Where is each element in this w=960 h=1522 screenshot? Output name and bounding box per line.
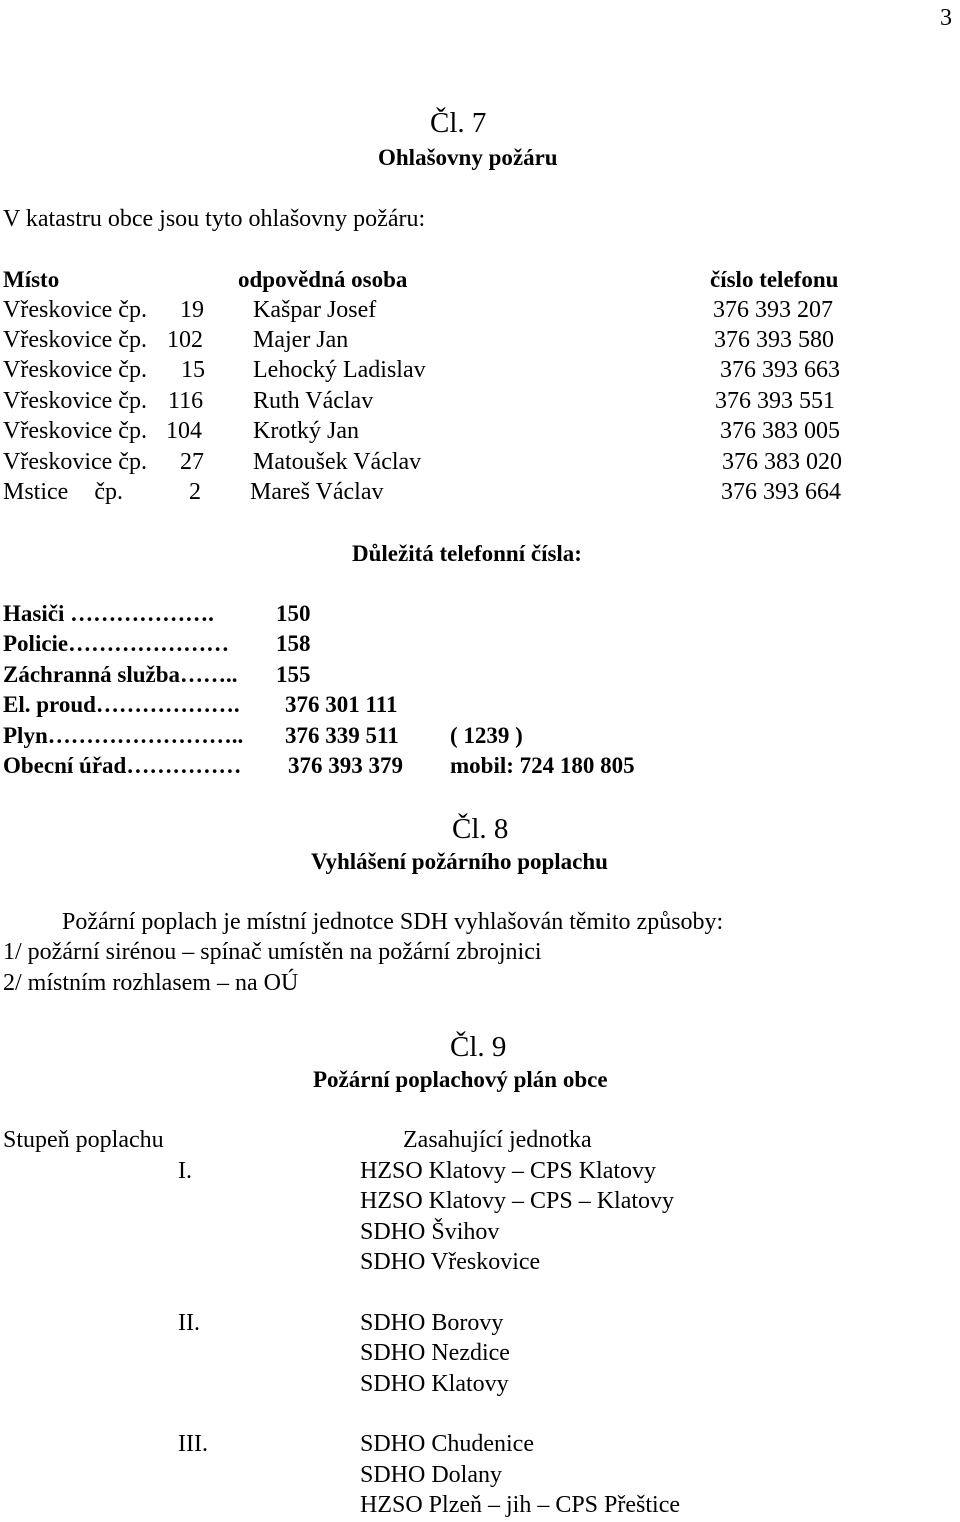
unit-item: SDHO Borovy — [360, 1310, 504, 1336]
header-unit: Zasahující jednotka — [403, 1127, 592, 1153]
row-person: Majer Jan — [253, 327, 349, 353]
row-person: Krotký Jan — [253, 418, 359, 444]
row-person: Mareš Václav — [250, 479, 384, 505]
important-label: Záchranná služba…….. — [3, 662, 238, 687]
article-8-heading: Čl. 8 — [452, 813, 509, 845]
row-place: Vřeskovice čp. — [3, 357, 147, 383]
unit-item: HZSO Klatovy – CPS Klatovy — [360, 1158, 657, 1184]
row-place: Vřeskovice čp. — [3, 418, 147, 444]
row-phone: 376 383 020 — [722, 449, 842, 475]
row-place: Vřeskovice čp. — [3, 449, 147, 475]
row-person: Kašpar Josef — [253, 297, 377, 323]
unit-item: SDHO Klatovy — [360, 1371, 509, 1397]
row-place: Vřeskovice čp. — [3, 297, 147, 323]
unit-item: SDHO Vřeskovice — [360, 1249, 541, 1275]
row-cp: 27 — [180, 449, 204, 475]
important-number: 376 301 111 — [285, 692, 398, 717]
important-number: 158 — [276, 631, 311, 656]
row-person: Lehocký Ladislav — [253, 357, 426, 383]
important-number: 150 — [276, 601, 311, 626]
important-label: Policie………………… — [3, 631, 230, 656]
row-phone: 376 383 005 — [720, 418, 840, 444]
important-label: El. proud………………. — [3, 692, 240, 717]
stage-label: I. — [178, 1158, 192, 1184]
row-phone: 376 393 580 — [714, 327, 834, 353]
stage-label: III. — [178, 1431, 208, 1457]
important-label: Hasiči ………………. — [3, 601, 214, 626]
unit-item: SDHO Nezdice — [360, 1340, 510, 1366]
row-cp: 19 — [180, 297, 204, 323]
unit-item: SDHO Švihov — [360, 1219, 500, 1245]
row-cp: 15 — [181, 357, 205, 383]
row-person: Matoušek Václav — [253, 449, 422, 475]
header-phone: číslo telefonu — [710, 267, 839, 292]
important-extra: ( 1239 ) — [450, 723, 523, 748]
row-phone: 376 393 551 — [715, 388, 835, 414]
unit-item: HZSO Klatovy – CPS – Klatovy — [360, 1188, 675, 1214]
header-stage: Stupeň poplachu — [3, 1127, 164, 1153]
unit-item: SDHO Chudenice — [360, 1431, 534, 1457]
article-8-title: Vyhlášení požárního poplachu — [311, 849, 608, 874]
row-cp: 2 — [189, 479, 201, 505]
important-extra: mobil: 724 180 805 — [450, 753, 635, 778]
important-label: Plyn…………………….. — [3, 723, 244, 748]
alarm-text-line: 1/ požární sirénou – spínač umístěn na požární zbrojnici — [3, 939, 542, 965]
row-place: Vřeskovice čp. — [3, 327, 147, 353]
intro-text: V katastru obce jsou tyto ohlašovny požáru: — [3, 206, 426, 232]
unit-item: HZSO Plzeň – jih – CPS Přeštice — [360, 1492, 681, 1518]
page-number: 3 — [940, 5, 952, 31]
row-cp: 104 — [166, 418, 202, 444]
article-9-title: Požární poplachový plán obce — [313, 1067, 608, 1092]
article-9-heading: Čl. 9 — [450, 1031, 507, 1063]
row-place: Vřeskovice čp. — [3, 388, 147, 414]
row-phone: 376 393 664 — [721, 479, 841, 505]
article-7-heading: Čl. 7 — [430, 107, 487, 139]
row-cp: 102 — [167, 327, 203, 353]
important-numbers-title: Důležitá telefonní čísla: — [352, 541, 582, 566]
important-label: Obecní úřad…………… — [3, 753, 242, 778]
alarm-text-line: 2/ místním rozhlasem – na OÚ — [3, 970, 299, 996]
important-number: 376 339 511 — [285, 723, 399, 748]
unit-item: SDHO Dolany — [360, 1462, 502, 1488]
row-place: Mstice čp. — [3, 479, 123, 505]
important-number: 376 393 379 — [288, 753, 403, 778]
row-person: Ruth Václav — [253, 388, 374, 414]
important-number: 155 — [276, 662, 311, 687]
article-7-title: Ohlašovny požáru — [378, 145, 558, 170]
stage-label: II. — [178, 1310, 200, 1336]
alarm-text-line: Požární poplach je místní jednotce SDH vyhlašován těmito způsoby: — [62, 909, 724, 935]
row-cp: 116 — [168, 388, 204, 414]
header-place: Místo — [3, 267, 60, 292]
header-person: odpovědná osoba — [238, 267, 408, 292]
row-phone: 376 393 207 — [713, 297, 833, 323]
row-phone: 376 393 663 — [720, 357, 840, 383]
